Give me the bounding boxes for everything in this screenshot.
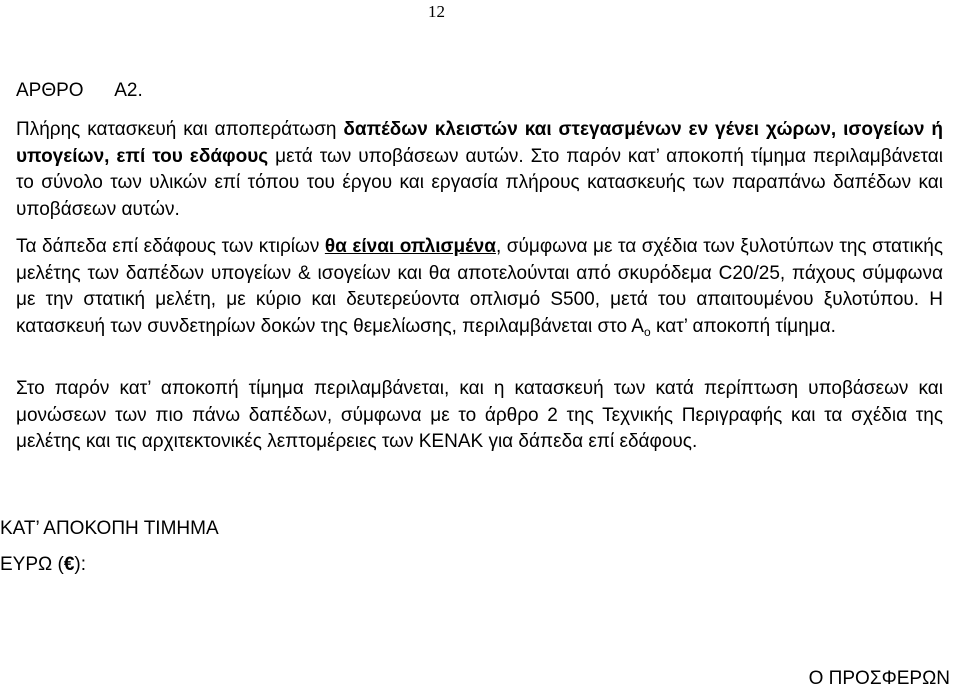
- currency-label: [0, 554, 86, 576]
- paragraph-description: [16, 117, 943, 223]
- paragraph-text: κατ’ αποκοπή τίμημα.: [650, 315, 836, 337]
- bold-text: δαπέδων κλειστών και στεγασμένων εν γένει χώρων, ισογείων ή υπογείων, επί του εδάφους: [16, 119, 943, 167]
- paragraph-inclusions: [16, 376, 943, 456]
- currency-suffix: ):: [74, 554, 87, 575]
- paragraph-text: μετά των υποβάσεων αυτών. Στο παρόν κατ’ αποκοπή τίμημα περιλαμβάνεται το σύνολο των υλικών επί τόπου του έργου και εργασία πλήρους κατασκευής των παραπάνω δαπέδων και υποβάσεων αυτών.: [16, 145, 943, 220]
- page-number: 12: [428, 2, 445, 21]
- bidder-label: Ο ΠΡΟΣΦΕΡΩΝ: [808, 668, 950, 689]
- paragraph-text: Τα δάπεδα επί εδάφους των κτιρίων: [16, 236, 325, 257]
- paragraph-text: Πλήρης κατασκευή και αποπεράτωση: [16, 119, 344, 140]
- lump-sum-price-label: ΚΑΤ’ ΑΠΟΚΟΠΗ ΤΙΜΗΜΑ: [0, 518, 219, 539]
- paragraph-reinforcement: [16, 234, 943, 340]
- subscript-text: ο: [643, 324, 651, 339]
- currency-prefix: ΕΥΡΩ (: [0, 554, 64, 575]
- paragraph-text: Στο παρόν κατ’ αποκοπή τίμημα περιλαμβάνεται, και η κατασκευή των κατά περίπτωση υποβάσεων και μονώσεων των πιο πάνω δαπέδων, σύμφωνα με το άρθρο 2 της Τεχνικής Περιγραφής και τα σχέδια της μελέτης και τις αρχιτεκτονικές λεπτομέρειες των ΚΕΝΑΚ για δάπεδα επί εδάφους.: [16, 378, 943, 452]
- paragraph-text: , σύμφωνα με τα σχέδια των ξυλοτύπων της στατικής μελέτης των δαπέδων υπογείων & ισογείων και θα αποτελούνται από σκυρόδεμα C20/25, πάχους σύμφωνα με την στατική μελέτη, με κύριο και δευτερεύοντα οπλισμό S500, μετά του απαιτουμένου ξυλοτύπου. Η κατασκευή των συνδετηρίων δοκών της θεμελίωσης, περιλαμβάνεται στο Α: [16, 236, 943, 337]
- bold-underlined-text: θα είναι οπλισμένα: [324, 236, 496, 257]
- article-heading: ΑΡΘΡΟ Α2.: [16, 80, 143, 101]
- euro-icon: €: [63, 554, 75, 575]
